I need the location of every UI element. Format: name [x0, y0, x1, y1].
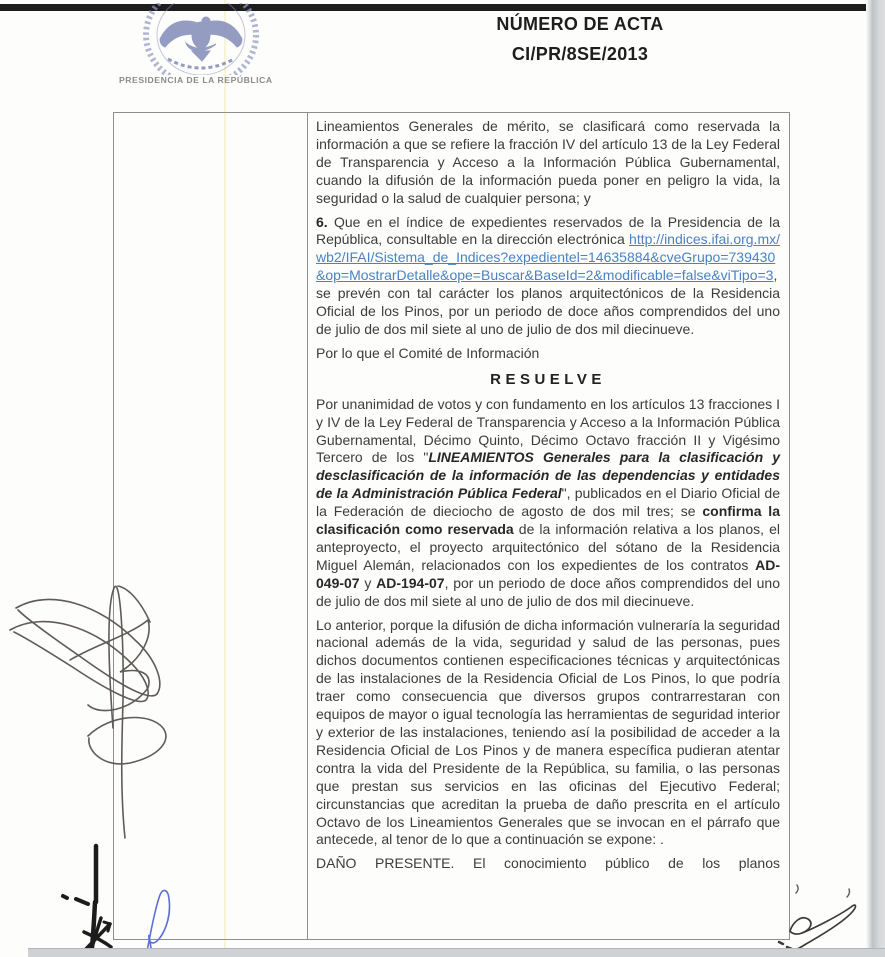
- paragraph-por-lo-que: [316, 345, 780, 363]
- scan-bottom-strip: [28, 948, 885, 957]
- content-table: [113, 112, 790, 940]
- paragraph-dano-presente: [316, 855, 780, 873]
- text-segment: Lo anterior, porque la difusión de dicha información vulneraría la seguridad nacional además de la vida, seguridad y salud de las personas, pues dichos documentos contienen especificaciones técnicas y arquitectónicas de las instalaciones de la Residencia Oficial de Los Pinos, lo que podría traer como consecuencia que diversos grupos contrarrestaran con equipos de mayor o igual tecnología las herramientas de seguridad interior y exterior de las instalaciones, teniendo así la posibilidad de acceder a la Residencia Oficial de Los Pinos y de manera específica pudieran atentar contra la vida del Presidente de la República, su familia, o las personas que prestan sus servicios en las oficinas del Ejecutivo Federal; circunstancias que acreditan la prueba de daño prescrita en el artículo Octavo de los Lineamientos Generales que se invocan en el párrafo que antecede, al tenor de lo que a continuación se expone: .: [316, 616, 780, 848]
- text-segment: , por un periodo de doce años comprendidos del uno de julio de dos mil siete al uno de julio de dos mil diecinueve.: [316, 574, 780, 609]
- institution-label: PRESIDENCIA DE LA REPÚBLICA: [119, 75, 273, 85]
- paragraph-lineamientos: [316, 118, 780, 208]
- reviewer-initials-flourish: [779, 885, 855, 957]
- document-body: [308, 113, 789, 939]
- text-segment: y: [359, 574, 377, 591]
- text-segment: DAÑO PRESENTE. El conocimiento público de los planos: [316, 855, 780, 872]
- text-segment: ", publicados en el Diario Oficial de la Federación de dieciocho de agosto de dos mil tres; se: [316, 485, 780, 520]
- mexican-national-seal-icon: [140, 3, 262, 75]
- text-segment: Que en el índice de expedientes reservados de la Presidencia de la República, consultable en la dirección electrónica: [316, 213, 780, 248]
- text-segment: , se prevén con tal carácter los planos arquitectónicos de la Residencia Oficial de los Pinos, por un periodo de doce años comprendidos del uno de julio de dos mil siete al uno de julio de dos mil diecinueve.: [316, 267, 780, 337]
- paragraph-prueba-de-dano: [316, 617, 780, 850]
- text-segment: confirma la clasificación como reservada: [316, 503, 780, 538]
- text-segment: de la información relativa a los planos, el anteproyecto, el proyecto arquitectónico del sótano de la Residencia Miguel Alemán, relacionados con los expedientes de los contratos: [316, 521, 780, 573]
- black-marker-scribble: [63, 846, 111, 957]
- paragraph-considerando-6: [316, 214, 780, 339]
- page-right-edge: [866, 0, 885, 957]
- text-segment: LINEAMIENTOS Generales para la clasificación y desclasificación de la información de las dependencias y entidades de la Administración Pública Federal: [316, 449, 781, 502]
- paragraph-resolutivo: [316, 396, 780, 611]
- acta-number: CI/PR/8SE/2013: [511, 44, 649, 64]
- text-segment: Por unanimidad de votos y con fundamento en los artículos 13 fracciones I y IV de la Ley Federal de Transparencia y Acceso a la Información Pública Gubernamental, Décimo Quinto, Décimo Octavo fracción II y Vigésimo Tercero de los ": [316, 395, 780, 466]
- text-segment: AD-049-07: [316, 556, 780, 591]
- text-segment: Lineamientos Generales de mérito, se clasificará como reservada la información a que se refiere la fracción IV del artículo 13 de la Ley Federal de Transparencia y Acceso a la Información Pública Gubernamental, cuando la difusión de la información pueda poner en peligro la vida, la seguridad o la salud de cualquier persona; y: [316, 118, 780, 206]
- acta-label: NÚMERO DE ACTA: [496, 14, 664, 34]
- acta-header: [415, 9, 745, 69]
- text-segment: 6.: [316, 213, 328, 230]
- text-segment: AD-194-07: [376, 574, 445, 591]
- heading-resuelve: [316, 371, 780, 389]
- reserved-index-url-link[interactable]: http://indices.ifai.org.mx/wb2/IFAI/Sistema_de_Indices?expedientel=14635884&cveGrupo=739430&op=MostrarDetalle&ope=Buscar&BaseId=2&modificable=false&viTipo=3: [316, 231, 780, 284]
- text-segment: Por lo que el Comité de Información: [316, 344, 540, 361]
- left-empty-cell: [114, 113, 307, 939]
- text-segment: RESUELVE: [490, 370, 606, 388]
